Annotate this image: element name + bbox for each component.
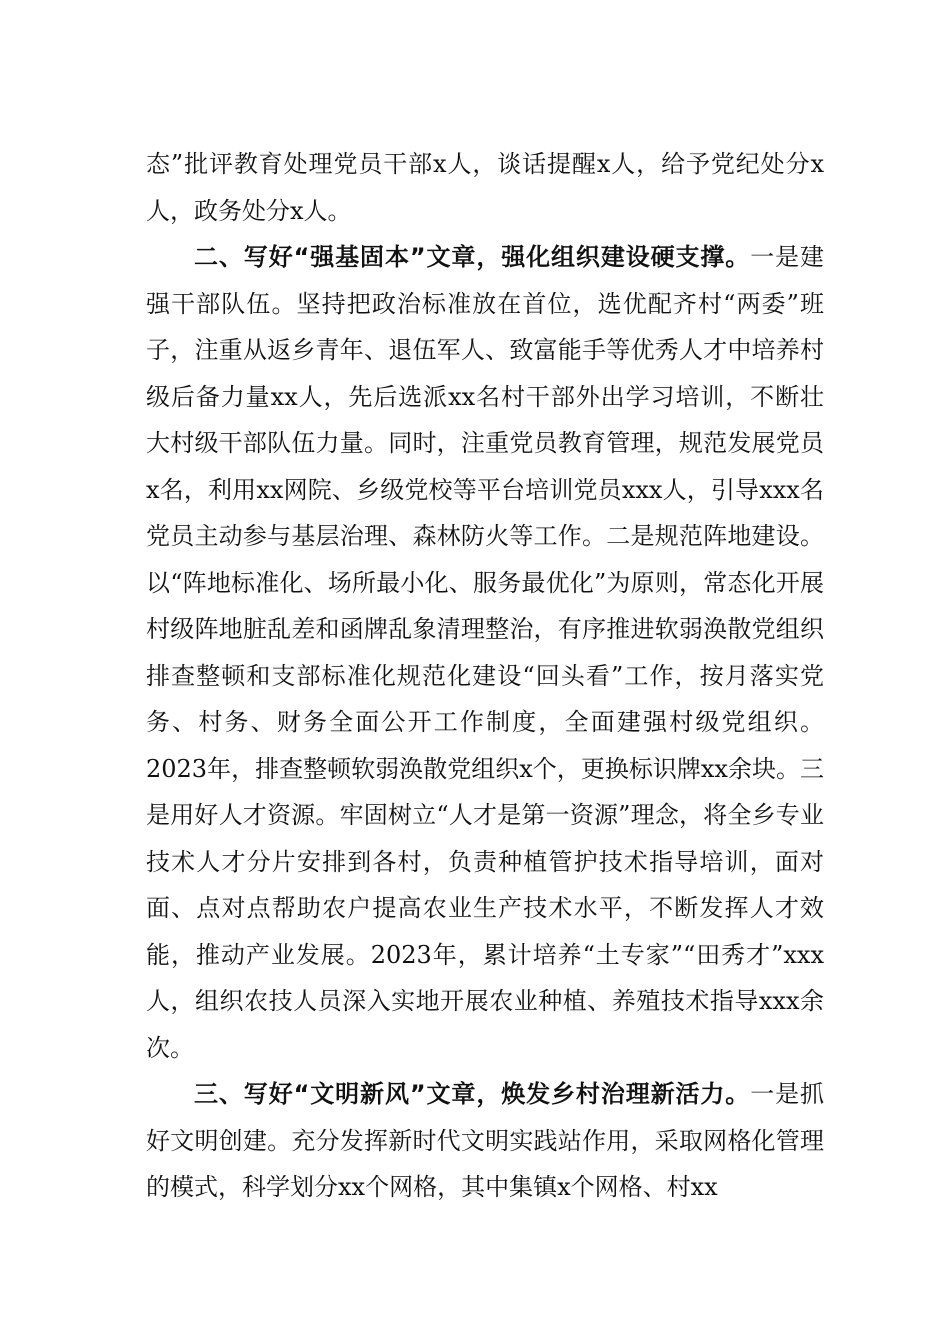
paragraph-2-body: 一是建强干部队伍。坚持把政治标准放在首位，选优配齐村“两委”班子，注重从返乡青年、退伍军人、致富能手等优秀人才中培养村级后备力量xx人，先后选派xx名村干部外出学习培训，不断壮大村级干部队伍力量。同时，注重党员教育管理，规范发展党员x名，利用xx网院、乡级党校等平台培训党员xxx人，引导xxx名党员主动参与基层治理、森林防火等工作。二是规范阵地建设。以“阵地标准化、场所最小化、服务最优化”为原则，常态化开展村级阵地脏乱差和函牌乱象清理整治，有序推进软弱涣散党组织排查整顿和支部标准化规范化建设“回头看”工作，按月落实党务、村务、财务全面公开工作制度，全面建强村级党组织。2023年，排查整顿软弱涣散党组织x个，更换标识牌xx余块。三是用好人才资源。牢固树立“人才是第一资源”理念，将全乡专业技术人才分片安排到各村，负责种植管护技术指导培训，面对面、点对点帮助农户提高农业生产技术水平，不断发挥人才效能，推动产业发展。2023年，累计培养“土专家”“田秀才”xxx人，组织农技人员深入实地开展农业种植、养殖技术指导xxx余次。: [146, 243, 824, 1062]
paragraph-1: [146, 141, 824, 234]
paragraph-3: [146, 1071, 824, 1211]
body-text: [146, 141, 824, 1211]
paragraph-2: [146, 234, 824, 1071]
section-two-heading: 二、写好“强基固本”文章，强化组织建设硬支撑。: [194, 243, 751, 271]
paragraph-1-body: 态”批评教育处理党员干部x人，谈话提醒x人，给予党纪处分x人，政务处分x人。: [146, 150, 824, 225]
paragraph-3-body: 一是抓好文明创建。充分发挥新时代文明实践站作用，采取网格化管理的模式，科学划分xx个网格，其中集镇x个网格、村xx: [146, 1080, 824, 1201]
section-three-heading: 三、写好“文明新风”文章，焕发乡村治理新活力。: [194, 1080, 751, 1108]
